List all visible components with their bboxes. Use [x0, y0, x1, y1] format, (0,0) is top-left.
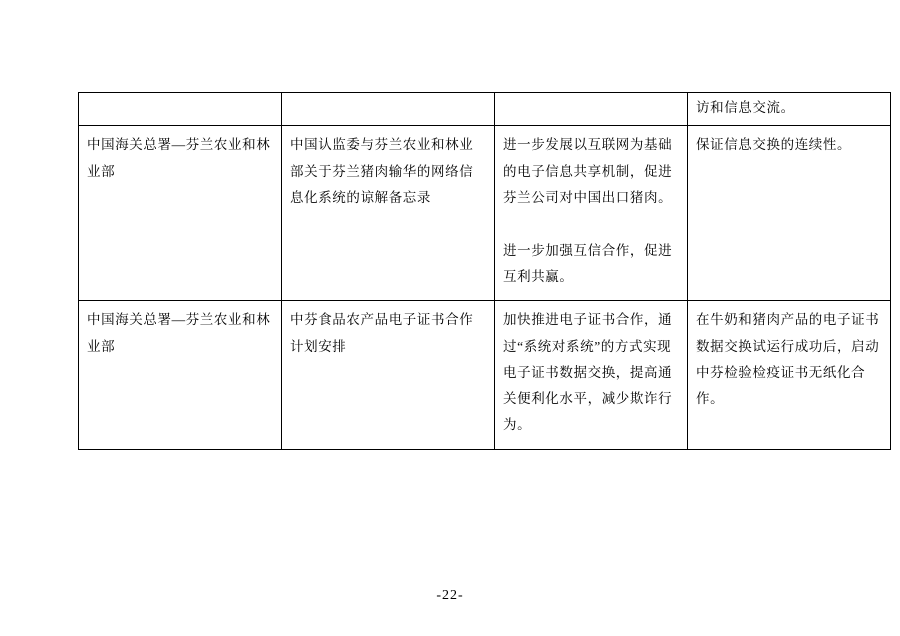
table-row-continuation — [79, 93, 891, 126]
table-cell-outcome: 访和信息交流。 — [688, 93, 891, 126]
table-cell-content — [495, 126, 688, 301]
table-cell-document — [282, 93, 495, 126]
table-cell-party: 中国海关总署—芬兰农业和林业部 — [79, 301, 282, 450]
table-cell-content — [495, 301, 688, 450]
table-row — [79, 126, 891, 301]
cell-paragraph: 加快推进电子证书合作，通过“系统对系统”的方式实现电子证书数据交换，提高通关便利化水平，减少欺诈行为。 — [503, 312, 673, 433]
table-cell-content — [495, 93, 688, 126]
page-number: -22- — [436, 588, 464, 603]
table-cell-outcome: 在牛奶和猪肉产品的电子证书数据交换试运行成功后，启动中芬检验检疫证书无纸化合作。 — [688, 301, 891, 450]
table-row — [79, 301, 891, 450]
cell-paragraph: 进一步加强互信合作，促进互利共赢。 — [503, 242, 673, 284]
agreements-table — [78, 92, 891, 450]
table-cell-document: 中国认监委与芬兰农业和林业部关于芬兰猪肉输华的网络信息化系统的谅解备忘录 — [282, 126, 495, 301]
cell-paragraph: 进一步发展以互联网为基础的电子信息共享机制，促进芬兰公司对中国出口猪肉。 — [503, 137, 673, 205]
table-cell-party: 中国海关总署—芬兰农业和林业部 — [79, 126, 282, 301]
table-cell-party — [79, 93, 282, 126]
table-cell-outcome: 保证信息交换的连续性。 — [688, 126, 891, 301]
table-cell-document: 中芬食品农产品电子证书合作计划安排 — [282, 301, 495, 450]
